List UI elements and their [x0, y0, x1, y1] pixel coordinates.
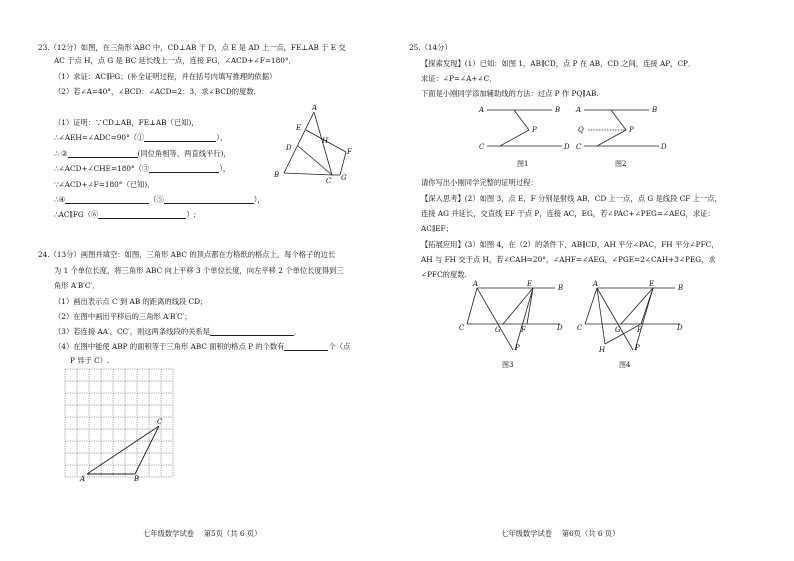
- svg-text:A: A: [80, 475, 86, 483]
- svg-text:H: H: [599, 346, 606, 354]
- svg-text:P: P: [515, 344, 520, 352]
- q23-triangle-figure: [266, 102, 362, 184]
- svg-text:B: B: [678, 284, 684, 292]
- svg-text:Q: Q: [578, 126, 584, 134]
- proof-line-6: ∴④ （⑤ ），: [54, 195, 265, 204]
- q24-part1: （1）画出表示点 C 到 AB 的距离的线段 CD；: [54, 297, 208, 306]
- svg-text:D: D: [286, 144, 292, 152]
- svg-text:E: E: [527, 280, 533, 288]
- svg-text:A: A: [312, 104, 318, 112]
- q23-part2: （2）若∠A=40°，∠BCD：∠ACD=2：3，求∠BCD的度数.: [54, 87, 256, 96]
- q24-grid-figure: [64, 368, 182, 488]
- svg-text:D: D: [677, 324, 683, 332]
- q24-part2: （2）在图中画出平移后的三角形 A′B′C′；: [54, 312, 192, 321]
- q24-line-3: 角形 A′B′C′．: [54, 281, 100, 290]
- svg-text:C: C: [326, 177, 332, 185]
- figure-3: [455, 278, 570, 370]
- proof-line-5: ∵∠ACD+∠F=180°（已知)，: [54, 180, 155, 189]
- q24-part3: （3）若连接 AA′，CC′，则这两条线段的关系是 ．: [54, 327, 302, 336]
- svg-text:P: P: [532, 126, 537, 134]
- svg-text:A: A: [576, 106, 582, 114]
- q24-line-2: 为 1 个单位长度，将三角形 ABC 向上平移 3 个单位长度，向左平移 2 个单位长度得到三: [54, 266, 344, 275]
- proof-line-3: ∴ ② (同位角相等，两直线平行)，: [54, 149, 231, 158]
- svg-text:A: A: [593, 280, 599, 288]
- svg-text:C: C: [577, 324, 583, 332]
- q25-part3-cont: AH 与 FH 交于点 H，若∠CAH=20°，∠AHF=∠AEG，∠PGE=2∠CAH+3∠PEG，求: [421, 255, 716, 264]
- q25-part3-end: ∠PFC的度数.: [421, 270, 467, 279]
- svg-text:C: C: [479, 143, 485, 151]
- svg-text:G: G: [615, 326, 621, 334]
- svg-text:P: P: [629, 126, 634, 134]
- svg-text:E: E: [296, 124, 302, 132]
- svg-text:B: B: [652, 106, 658, 114]
- q24-line-1: 24.（13分）画图并填空：如图，三角形 ABC 的顶点都在方格纸的格点上，每个格子的边长: [38, 250, 336, 259]
- svg-text:D: D: [557, 324, 563, 332]
- q25-instruction: 请你写出小刚同学完整的证明过程：: [421, 178, 538, 187]
- svg-text:B: B: [134, 475, 140, 483]
- svg-text:G: G: [341, 174, 347, 182]
- svg-text:G: G: [495, 326, 501, 334]
- q25-part1: 【探索发现】(1）已知：如图 1，AB∥CD，点 P 在 AB，CD 之间，连接 AP，CP．: [421, 59, 696, 68]
- fig3-caption: 图3: [502, 361, 514, 369]
- q24-part4: （4）在图中能使 ABP 的面积等于三角形 ABC 面积的格点 P 的个数有 个（点: [54, 342, 351, 351]
- proof-line-2: ∴∠AEH=∠ADC=90°（① ），: [54, 133, 228, 142]
- svg-text:P: P: [635, 344, 640, 352]
- q25-part2-end: AC∥EF；: [421, 224, 453, 233]
- proof-line-4: ∴∠ACD+∠CHE=180°（③ ），: [54, 164, 231, 173]
- q25-hint: 下面是小刚同学添加辅助线的方法：过点 P 作 PQ∥AB.: [421, 89, 599, 98]
- svg-text:A: A: [473, 280, 479, 288]
- svg-text:A: A: [479, 106, 485, 114]
- svg-text:B: B: [274, 171, 280, 179]
- svg-text:C: C: [576, 143, 582, 151]
- q25-heading: 25.（14分）: [409, 43, 452, 52]
- fig2-caption: 图2: [615, 160, 627, 168]
- q25-part2-cont: 连接 AG 并延长，交直线 EF 于点 P，连接 AC，EG，若∠PAC+∠PEG=∠AEG，求证：: [421, 209, 715, 218]
- figure-2: [572, 100, 672, 172]
- figure-1: [477, 100, 570, 172]
- right-page: [397, 0, 794, 561]
- left-footer: 七年级数学试卷 第5页（共 6 页）: [143, 529, 262, 538]
- proof-line-1: （1）证明：∵CD⊥AB，FE⊥AB（已知)，: [54, 118, 199, 127]
- svg-text:F: F: [637, 326, 642, 334]
- fig1-caption: 图1: [517, 160, 529, 168]
- svg-text:F: F: [347, 148, 352, 156]
- svg-text:E: E: [649, 280, 655, 288]
- svg-text:H: H: [322, 137, 329, 145]
- svg-text:D: D: [564, 143, 570, 151]
- q25-prove: 求证：∠P=∠A+∠C．: [421, 74, 497, 83]
- svg-text:C: C: [459, 324, 465, 332]
- right-footer: 七年级数学试卷 第6页（共 6 页）: [501, 529, 620, 538]
- svg-text:B: B: [555, 106, 561, 114]
- q24-part4-cont: P 异于 C）.: [70, 356, 110, 365]
- svg-text:C: C: [157, 418, 163, 426]
- svg-text:F: F: [521, 326, 526, 334]
- figure-4: [575, 278, 690, 370]
- q23-line-1: 23.（12分）如图，在三角形 ABC 中，CD⊥AB 于 D，点 E 是 AD 上一点，FE⊥AB 于 E 交: [38, 43, 346, 52]
- q25-part2: 【深入思考】(2）如图 3，点 E，F 分别是射线 AB，CD 上一点，点 G 是线段 CF 上一点，: [421, 194, 722, 203]
- proof-line-7: ∴AC∥FG（⑥ ）;: [54, 210, 197, 219]
- q23-line-2: AC 于点 H，点 G 是 BC 延长线上一点，连接 FG，∠ACD+∠F=180°．: [54, 56, 296, 65]
- svg-text:B: B: [558, 284, 564, 292]
- svg-text:D: D: [661, 143, 667, 151]
- q25-part3: 【拓展应用】(3）如图 4，在（2）的条件下，AB∥CD，AH 平分∠PAC，FH 平分∠PFC，: [421, 240, 719, 249]
- fig4-caption: 图4: [619, 361, 631, 369]
- q23-part1: （1）求证：AC∥FG；(补全证明过程，并在括号内填写推理的依据）: [54, 72, 277, 81]
